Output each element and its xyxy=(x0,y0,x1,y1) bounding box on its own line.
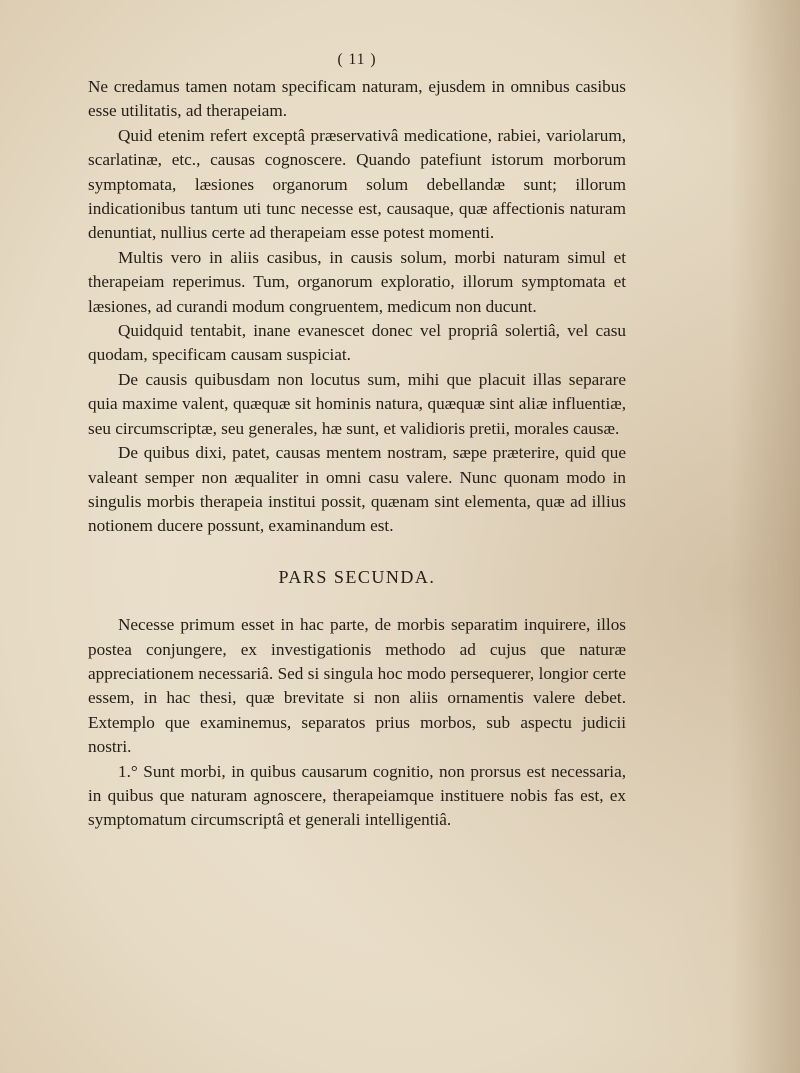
paragraph: De causis quibusdam non locutus sum, mihi que placuit illas separare quia maxime valent, quæquæ sit hominis natura, quæquæ sint aliæ influentiæ, seu circumscriptæ, seu generales, hæ sunt, et validioris pretii, morales causæ. xyxy=(88,369,626,438)
paragraph: 1.° Sunt morbi, in quibus causarum cognitio, non prorsus est necessaria, in quibus que naturam agnoscere, therapeiamque instituere nobis fas est, ex symptomatum circumscriptâ et generali intelligentiâ. xyxy=(88,761,626,830)
paragraph: Multis vero in aliis casibus, in causis solum, morbi naturam simul et therapeiam reperimus. Tum, organorum exploratio, illorum symptomata et læsiones, ad curandi modum congruentem, medicum non ducunt. xyxy=(88,247,626,316)
paragraph: Necesse primum esset in hac parte, de morbis separatim inquirere, illos postea conjungere, ex investigationis methodo ad cujus que naturæ appreciationem necessariâ. Sed si singula hoc modo persequerer, longior certe essem, in hac thesi, quæ brevitate si non aliis ornamentis valere debet. Extemplo que examinemus, separatos prius morbos, sub aspectu judicii nostri. xyxy=(88,615,626,757)
paragraph: Quidquid tentabit, inane evanescet donec vel propriâ solertiâ, vel casu quodam, specificam causam suspiciat. xyxy=(88,321,626,365)
section-heading: PARS SECUNDA. xyxy=(278,566,436,587)
paragraph: Ne credamus tamen notam specificam naturam, ejusdem in omnibus casibus esse utilitatis, ad therapeiam. xyxy=(88,77,626,121)
paragraph: Quid etenim refert exceptâ præservativâ medicatione, rabiei, variolarum, scarlatinæ, etc., causas cognoscere. Quando patefiunt istorum morborum symptomata, læsiones organorum solum debellandæ sunt; illorum indicationibus tantum uti tunc necesse est, causaque, quæ affectionis naturam denuntiat, nullius certe ad therapeiam esse potest momenti. xyxy=(88,125,626,243)
paragraph: De quibus dixi, patet, causas mentem nostram, sæpe præterire, quid que valeant semper non æqualiter in omni casu valere. Nunc quonam modo in singulis morbis therapeia institui possit, quænam sint elementa, quæ ad illius notionem ducere possunt, examinandum est. xyxy=(88,443,626,536)
page-number: ( 11 ) xyxy=(337,51,377,68)
page-text xyxy=(88,45,626,833)
